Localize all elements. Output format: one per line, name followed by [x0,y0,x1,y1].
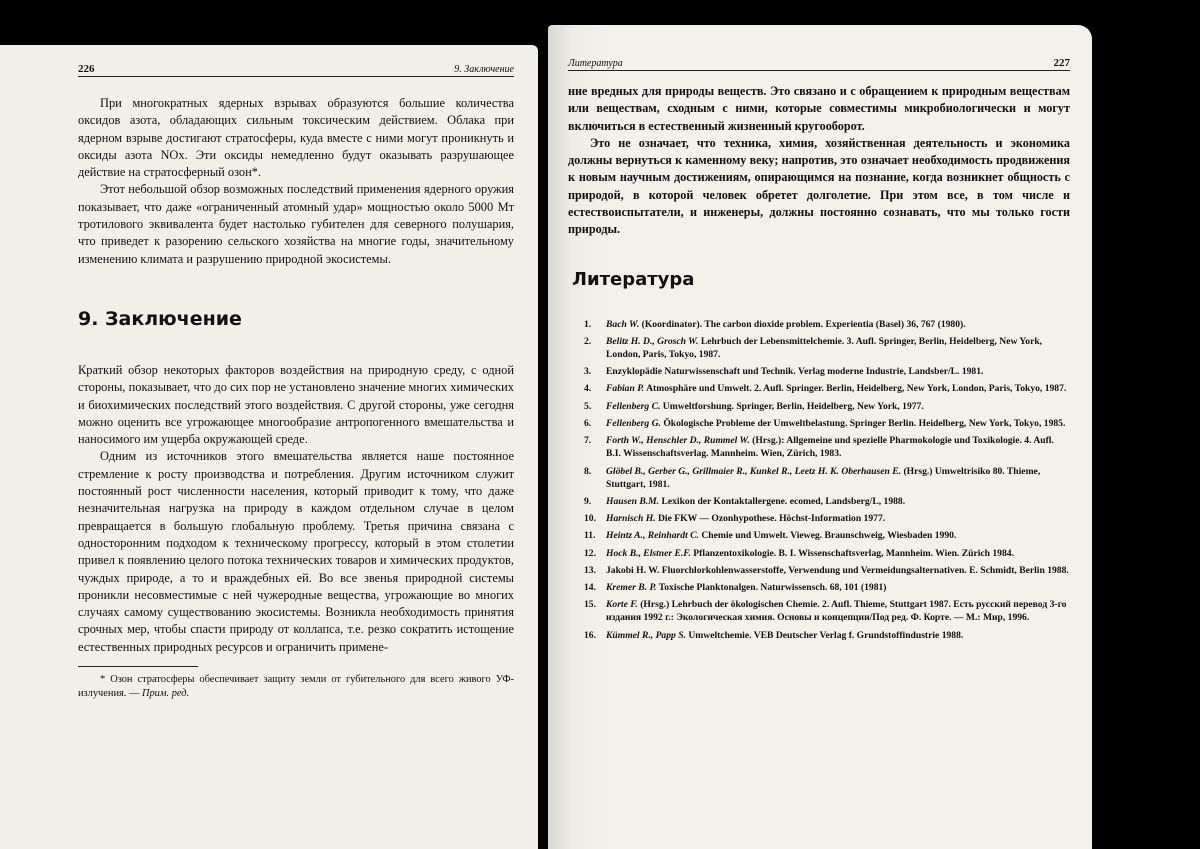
footnote-divider [78,666,198,667]
reference-item [584,434,1070,460]
reference-item [584,400,1070,413]
reference-body: Chemie und Umwelt. Vieweg. Braunschweig, Wiesbaden 1990. [701,530,957,542]
reference-item [584,512,1070,525]
reference-number: 1. [584,318,592,330]
reference-number: 14. [584,581,596,593]
right-body [568,83,1070,642]
reference-body: Enzyklopädie Naturwissenschaft und Technik. Verlag moderne Industrie, Landsber/L. 1981. [606,366,984,378]
reference-author: Korte F. [606,599,638,611]
reference-item [584,465,1070,491]
reference-text [606,465,1070,491]
paragraph: Это не означает, что техника, химия, хозяйственная деятельность и экономика должны вернуться к каменному веку; напротив, это означает необходимость продвижения к новым научным достижениям, опирающимся на познание, когда возникнет общность с природой, в которой человек обретет долголетие. При этом все, в том числе и естествоиспытатели, и инженеры, должны постоянно сознавать, что мы только гости природы. [568,135,1070,237]
reference-number: 5. [584,400,592,412]
reference-body: Lehrbuch der Lebensmittelchemie. 3. Aufl. Springer, Berlin, Heidelberg, New York, London, Paris, Tokyo, 1987. [606,335,1043,361]
reference-body: Toxische Planktonalgen. Naturwissensch. 68, 101 (1981) [658,581,887,593]
left-body [78,95,514,701]
reference-text [606,529,1070,542]
reference-author: Harnisch H. [606,513,656,525]
reference-item [584,417,1070,430]
reference-author: Fellenberg G. [606,417,661,429]
right-page-number: 227 [1053,57,1070,69]
reference-item [584,581,1070,594]
reference-number: 3. [584,366,592,378]
reference-author: Heintz A., Reinhardt C. [606,530,699,542]
reference-text [606,335,1070,361]
reference-number: 7. [584,435,592,447]
references-list [568,318,1070,642]
reference-text [606,581,1070,594]
reference-body: Jakobi H. W. Fluorchlorkohlenwasserstoffe, Verwendung und Vermeidungsalternativen. E. Schmidt, Berlin 1988. [606,564,1069,576]
reference-author: Bach W. [606,318,640,330]
references-title: Литература [572,268,695,290]
reference-body: Umweltforshung. Springer, Berlin, Heidelberg, New York, 1977. [662,400,924,412]
reference-body: (Hrsg.): Allgemeine und spezielle Pharmokologie und Toxikologie. 4. Aufl. B.I. Wissenschaftsverlag. Mannheim. Wien, Zürich, 1983. [606,435,1054,460]
reference-item [584,529,1070,542]
reference-item [584,564,1070,577]
reference-number: 15. [584,599,596,611]
reference-body: Pflanzentoxikologie. B. I. Wissenschaftsverlag, Mannheim. Wien. Zürich 1984. [693,547,1014,559]
reference-number: 12. [584,547,596,559]
reference-item [584,365,1070,378]
reference-body: Ökologische Probleme der Umweltbelastung. Springer Berlin. Heidelberg, New York, Tokyo, 1985. [663,417,1066,429]
reference-body: (Koordinator). The carbon dioxide problem. Experientia (Basel) 36, 767 (1980). [641,318,966,330]
reference-number: 9. [584,495,592,507]
reference-text [606,547,1070,560]
reference-text [606,365,1070,378]
reference-author: Fabian P. [606,383,645,395]
reference-author: Hock B., Elstner E.F. [606,547,691,559]
reference-item [584,629,1070,642]
reference-text [606,495,1070,508]
right-page [548,25,1092,849]
reference-text [606,318,1070,331]
left-section-header: 9. Заключение [454,64,514,75]
reference-author: Forth W., Henschler D., Rummel W. [606,435,750,447]
reference-body: (Hrsg.) Lehrbuch der ökologischen Chemie. 2. Aufl. Thieme, Stuttgart 1987. Есть русский перевод 3-го издания 1992 г.: Экологическая химия. Основы и концепции/Под ред. Ф. Корте. — М.: Мир, 1996. [606,599,1067,624]
reference-item [584,318,1070,331]
reference-author: Glöbel B., Gerber G., Grillmaier R., Kunkel R., Leetz H. K. Oberhausen E. [606,465,902,477]
reference-author: Belitz H. D., Grosch W. [606,335,699,347]
reference-number: 11. [584,530,596,542]
reference-text [606,564,1070,577]
reference-number: 13. [584,564,596,576]
right-section-header: Литература [568,58,623,69]
reference-text [606,434,1070,460]
paragraph: Этот небольшой обзор возможных последствий применения ядерного оружия показывает, что даже «ограниченный атомный удар» мощностью около 5000 Мт тротилового эквивалента будет настолько губителен для северного полушария, что приведет к разорению сельского хозяйства на многие годы, значительному изменению климата и разрушению природной экосистемы. [78,182,514,266]
paragraph: ние вредных для природы веществ. Это связано и с обращением к природным веществам или веществам, сходным с ними, которые совместимы микробиологически и могут включиться в естественный жизненный кругооборот. [568,84,1070,133]
left-page-number: 226 [78,63,95,75]
paragraph: При многократных ядерных взрывах образуются большие количества оксидов азота, обладающих сильным токсическим действием. Облака при ядерном взрыве достигают стратосферы, куда вместе с ними могут проникнуть и оксиды азота NOx. Эти оксиды немедленно будут оказывать разрушающее действие на стратосферный озон*. [78,96,514,180]
reference-item [584,335,1070,361]
reference-author: Hausen B.M. [606,495,660,507]
right-running-head [568,57,1070,71]
reference-item [584,382,1070,395]
reference-number: 10. [584,513,596,525]
reference-text [606,629,1070,642]
paragraph: Одним из источников этого вмешательства является наше постоянное стремление к росту производства и потребления. Другим источником служит постоянный рост численности населения, который приводит к тому, что даже незначительная нагрузка на природу в каждом отдельном случае в целом превращается в большую глобальную проблему. Третья причина связана с односторонним подходом к техническому прогрессу, который в этом столетии привел к появлению целого потока технических товаров и химических продуктов, чуждых природе, а то и враждебных ей. Во все звенья природной системы проникли несовместимые с ней чужеродные вещества, угрожающие во многих случаях самому существованию экосистемы. Возникла необходимость принятия срочных мер, чтобы спасти природу от коллапса, т.е. резко сократить истощение естественных природных ресурсов и ограничить примене- [78,449,514,654]
left-running-head [78,63,514,77]
footnote-editor-note: Прим. ред. [141,688,190,700]
reference-item [584,598,1070,624]
paragraph: Краткий обзор некоторых факторов воздействия на природную среду, с одной стороны, показывает, что до сих пор не установлено значение многих химических и биохимических последствий этого воздействия. С другой стороны, уже сегодня можно оценить все угрожающее многообразие антропогенного вмешательства и наносимого им ущерба окружающей среде. [78,362,514,447]
chapter-title: 9. Заключение [78,307,242,330]
reference-body: (Hrsg.) Umweltrisiko 80. Thieme, Stuttgart, 1981. [606,465,1041,490]
reference-text [606,417,1070,430]
reference-text [606,382,1070,395]
reference-text [606,400,1070,413]
reference-author: Kümmel R., Papp S. [606,629,686,641]
reference-author: Fellenberg C. [606,400,661,412]
reference-author: Kremer B. P. [606,581,657,593]
reference-item [584,495,1070,508]
reference-number: 8. [584,465,592,477]
reference-number: 6. [584,417,592,429]
reference-body: Die FKW — Ozonhypothese. Höchst-Information 1977. [658,513,886,525]
reference-number: 2. [584,335,592,347]
left-page [0,45,538,849]
reference-text [606,512,1070,525]
reference-number: 4. [584,383,592,395]
reference-body: Lexikon der Kontaktallergene. ecomed, Landsberg/L, 1988. [661,495,906,507]
footnote-text: * Озон стратосферы обеспечивает защиту земли от губительного для всего живого УФ-излучения. — [78,674,514,700]
reference-body: Atmosphäre und Umwelt. 2. Aufl. Springer. Berlin, Heidelberg, New York, London, Paris, Tokyo, 1987. [646,383,1067,395]
reference-number: 16. [584,629,596,641]
footnote [78,673,514,701]
reference-text [606,598,1070,624]
reference-body: Umweltchemie. VEB Deutscher Verlag f. Grundstoffindustrie 1988. [688,629,964,641]
reference-item [584,547,1070,560]
